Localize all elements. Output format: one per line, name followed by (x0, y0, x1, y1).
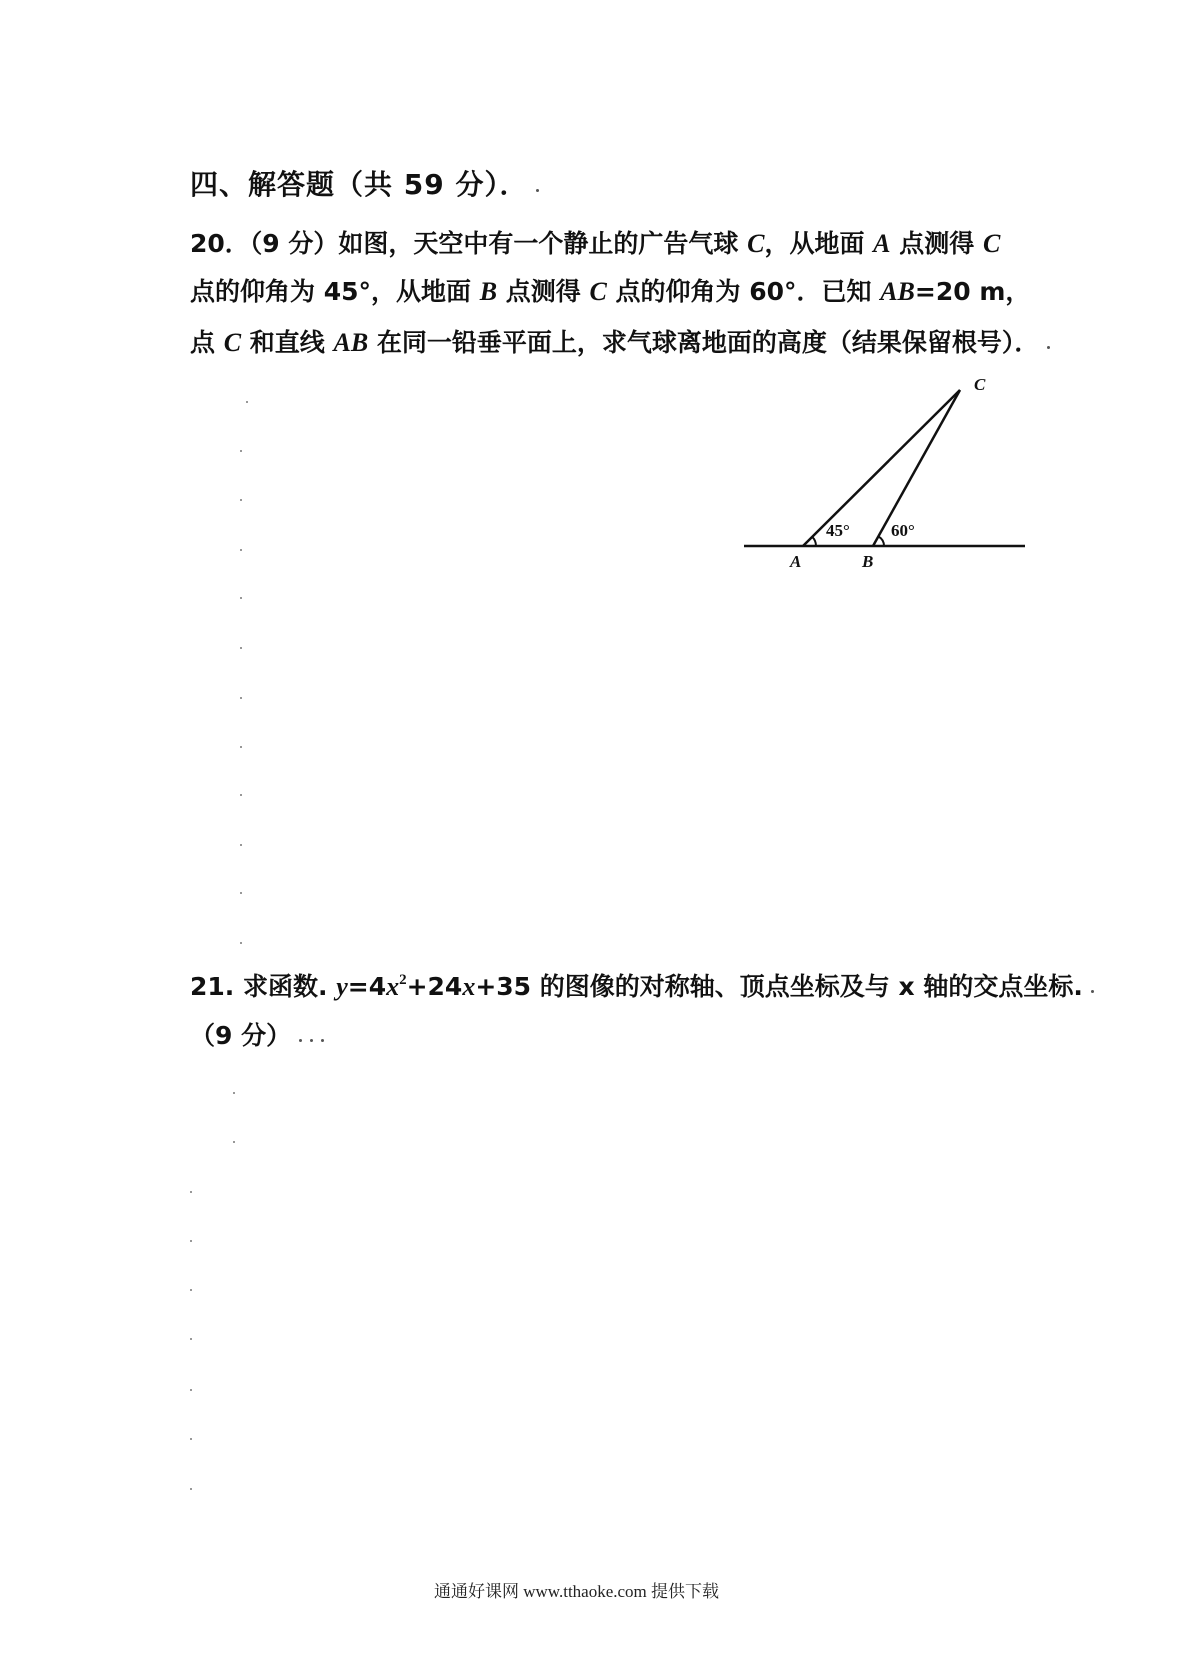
math-variable: C (589, 277, 607, 306)
math-variable: B (479, 277, 498, 306)
angle-label-a: 45° (826, 521, 850, 540)
scan-artifact-dot (1047, 346, 1050, 349)
math-variable: A (873, 229, 891, 258)
margin-dot (240, 697, 242, 699)
margin-dot (240, 647, 242, 649)
math-variable: C (747, 229, 765, 258)
margin-dot (190, 1289, 192, 1291)
margin-dot (190, 1488, 192, 1490)
math-variable: AB (880, 277, 915, 306)
text-run: 和直线 (241, 328, 334, 357)
math-variable: y (336, 972, 348, 1001)
page-footer: 通通好课网 www.tthaoke.com 提供下载 (434, 1582, 720, 1601)
text-run: 20．（9 分）如图，天空中有一个静止的广告气球 (190, 229, 748, 258)
question-21-line-2 (190, 1021, 324, 1051)
margin-dot (233, 1092, 235, 1094)
text-run: 点的仰角为 45°，从地面 (190, 277, 480, 306)
text-run: （9 分） (190, 1021, 292, 1050)
margin-dot (246, 401, 248, 403)
text-run: ，从地面 (764, 229, 874, 258)
margin-dot (240, 794, 242, 796)
text-run: =20 m， (914, 277, 1031, 306)
question-20-line-3 (190, 328, 1050, 358)
margin-dot (240, 450, 242, 452)
angle-arc-a (812, 537, 816, 546)
margin-dot (233, 1141, 235, 1143)
margin-dot (240, 499, 242, 501)
text-run: 在同一铅垂平面上，求气球离地面的高度（结果保留根号）． (368, 328, 1040, 357)
scan-artifact-dot (310, 1039, 313, 1042)
point-label-a: A (790, 552, 802, 571)
question-20-line-1 (190, 229, 1000, 259)
point-label-c: C (974, 375, 986, 394)
line-bc (873, 390, 960, 546)
text-run: +35 的图像的对称轴、顶点坐标及与 x 轴的交点坐标. (475, 972, 1083, 1001)
text-run: 点的仰角为 60°．已知 (606, 277, 881, 306)
margin-dot (240, 549, 242, 551)
angle-label-b: 60° (891, 521, 915, 540)
margin-dot (240, 746, 242, 748)
margin-dot (240, 844, 242, 846)
margin-dot (240, 597, 242, 599)
margin-dot (190, 1389, 192, 1391)
question-21-line-1 (190, 972, 1094, 1002)
math-variable: AB (333, 328, 369, 357)
text-run: 21. 求函数. (190, 972, 337, 1001)
scan-artifact-dot (321, 1039, 324, 1042)
scan-artifact-dot (299, 1039, 302, 1042)
balloon-elevation-figure (730, 360, 1040, 575)
text-run: 点测得 (890, 229, 983, 258)
math-variable: C (982, 229, 1001, 258)
margin-dot (190, 1191, 192, 1193)
angle-arc-b (879, 537, 885, 547)
scan-artifact-dot (536, 189, 539, 192)
scan-artifact-dot (1091, 990, 1094, 993)
margin-dot (240, 942, 242, 944)
math-variable: x (386, 972, 400, 1001)
question-20-line-2 (190, 277, 1030, 307)
math-variable: x (462, 972, 476, 1001)
math-exponent: 2 (399, 972, 407, 988)
text-run: =4 (347, 972, 387, 1001)
point-label-b: B (862, 552, 874, 571)
text-run: +24 (406, 972, 463, 1001)
margin-dot (240, 892, 242, 894)
text-run: 点测得 (497, 277, 590, 306)
margin-dot (190, 1338, 192, 1340)
math-variable: C (223, 328, 242, 357)
margin-dot (190, 1240, 192, 1242)
margin-dot (190, 1438, 192, 1440)
section-heading (190, 168, 539, 202)
text-run: 点 (190, 328, 224, 357)
section-heading-text: 四、解答题（共 59 分）． (190, 168, 529, 201)
